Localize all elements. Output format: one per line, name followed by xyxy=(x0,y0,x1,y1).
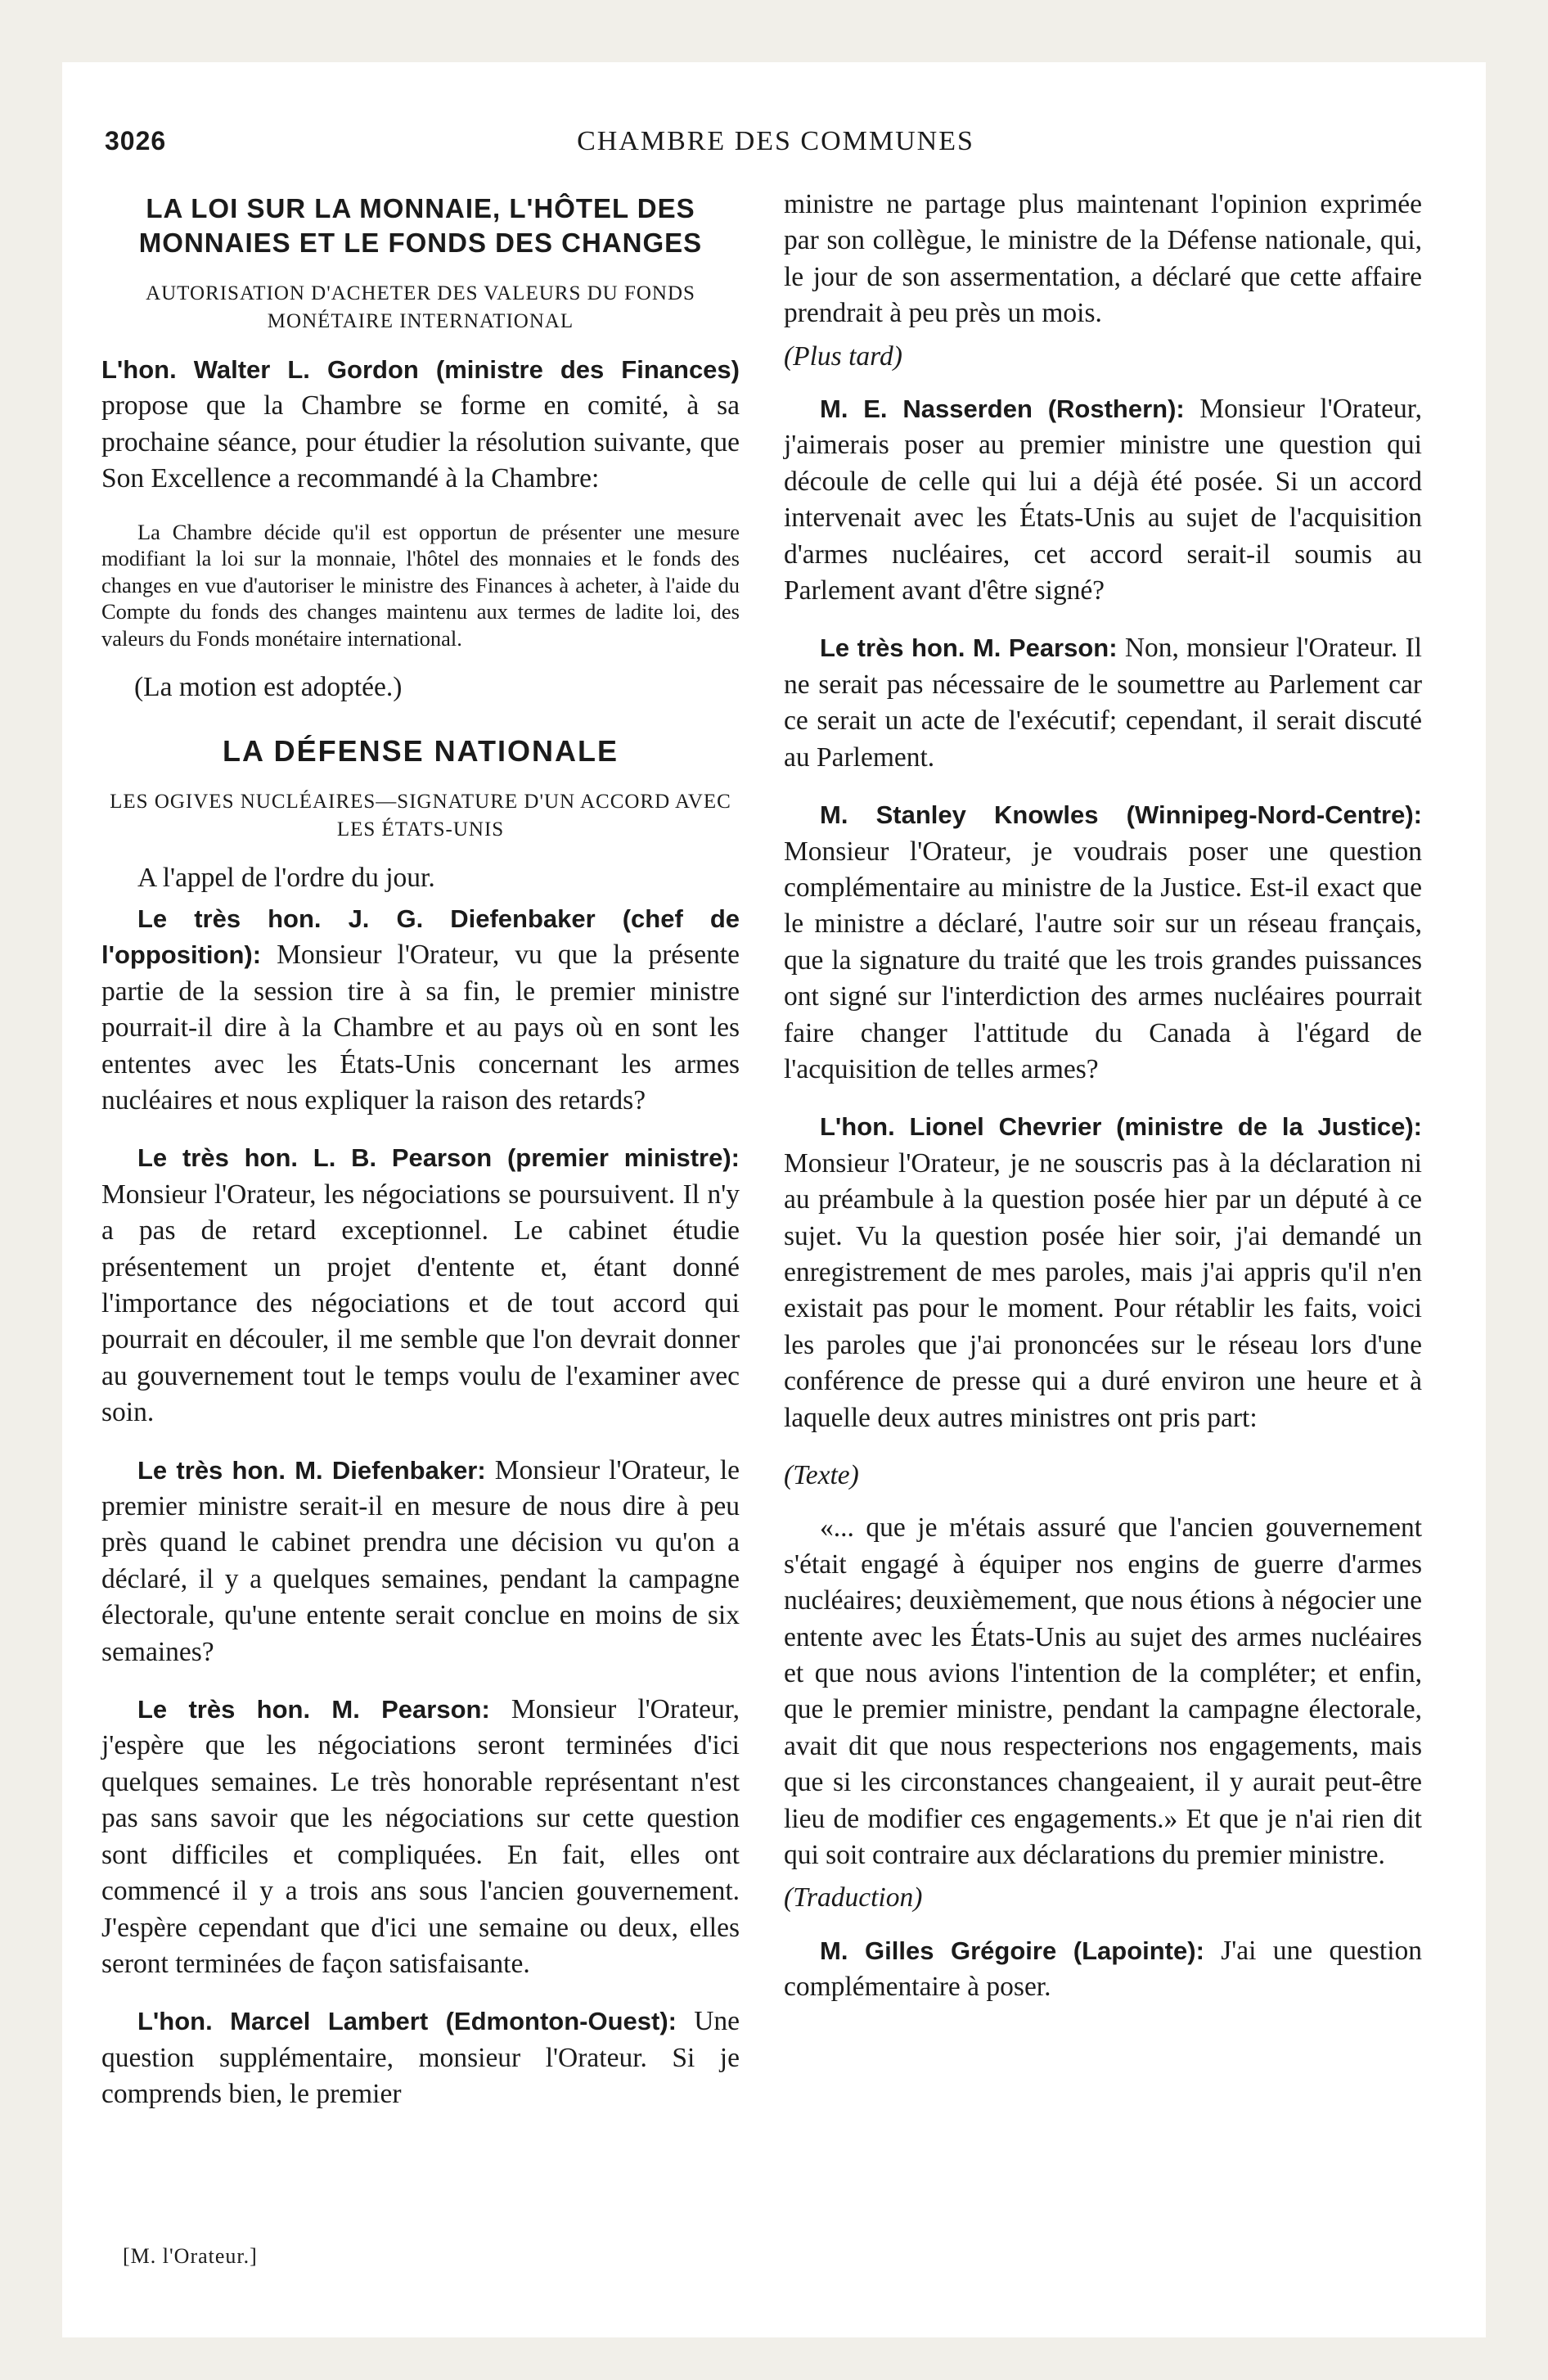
page-title: CHAMBRE DES COMMUNES xyxy=(577,126,974,156)
speech-text: Monsieur l'Orateur, vu que la présente partie de la session tire à sa fin, le premier ministre pourrait-il dire à la Chambre et au pays où en sont les ententes avec les États-Unis concernant les armes nucléaires et nous expliquer la raison des retards? xyxy=(101,940,740,1116)
order-of-day: A l'appel de l'ordre du jour. xyxy=(137,862,435,893)
speech-text: Non, monsieur l'Orateur. Il ne serait pas nécessaire de le soumettre au Parlement car ce serait un acte de l'exécutif; cependant, il serait discuté au Parlement. xyxy=(784,633,1422,773)
speaker-name: M. Stanley Knowles (Winnipeg-Nord-Centre): xyxy=(820,800,1422,830)
speaker-name: Le très hon. J. G. Diefenbaker (chef de l'opposition): xyxy=(101,904,740,970)
quoted-statement: «... que je m'étais assuré que l'ancien gouvernement s'était engagé à équiper nos engins de guerre d'armes nucléaires; deuxièmement, que nous étions à négocier une entente avec les États-Unis au sujet des armes nucléaires et que nous avions l'intention de la compléter; et enfin, que le premier ministre, pendant la campagne électorale, avait dit que nous respecterions nos engagements, mais que si les circonstances changeaient, il y aurait peut-être lieu de modifier ces engagements.» Et que je n'ai rien dit qui soit contraire aux déclarations du premier ministre. xyxy=(784,1512,1422,1871)
speech-lambert-cont: ministre ne partage plus maintenant l'opinion exprimée par son collègue, le ministre de la Défense nationale, qui, le jour de son assermentation, a déclaré que cette affaire prendrait à peu près un mois. xyxy=(784,189,1422,329)
left-column xyxy=(101,187,740,2134)
speaker-name: L'hon. Walter L. Gordon (ministre des Finances) xyxy=(101,355,740,384)
section-title-defense: LA DÉFENSE NATIONALE xyxy=(222,733,619,768)
speaker-name: L'hon. Lionel Chevrier (ministre de la Justice): xyxy=(820,1112,1422,1142)
section-subhead-autorisation: AUTORISATION D'ACHETER DES VALEURS DU FONDS MONÉTAIRE INTERNATIONAL xyxy=(146,282,695,332)
speech-text: Monsieur l'Orateur, j'espère que les négociations seront terminées d'ici quelques semaines. Le très honorable représentant n'est pas sans savoir que les négociations sur cette question sont difficiles et compliquées. En fait, elles ont commencé il y a trois ans sous l'ancien gouvernement. J'espère cependant que d'ici une semaine ou deux, elles seront terminées de façon satisfaisante. xyxy=(101,1694,740,1979)
speaker-name: Le très hon. L. B. Pearson (premier ministre): xyxy=(137,1143,740,1173)
speech-gordon xyxy=(101,352,740,498)
speech-text: Monsieur l'Orateur, je ne souscris pas à la déclaration ni au préambule à la question posée hier par un député à ce sujet. Vu la question posée hier soir, j'ai demandé un enregistrement de mes paroles, mais j'ai appris qu'il n'en existait pas pour le moment. Pour rétablir les faits, voici les paroles que j'ai prononcées sur le réseau lors d'une conférence de presse qui a duré environ une heure et à laquelle deux autres ministres ont pris part: xyxy=(784,1147,1422,1433)
section-title-monnaie: LA LOI SUR LA MONNAIE, L'HÔTEL DES MONNAIES ET LE FONDS DES CHANGES xyxy=(138,193,703,258)
speech-nasserden xyxy=(784,391,1422,609)
running-head xyxy=(105,123,1447,172)
speech-lambert xyxy=(101,2004,740,2112)
speech-pearson-1 xyxy=(101,1140,740,1431)
speech-pearson-2 xyxy=(101,1692,740,1982)
note-plus-tard: (Plus tard) xyxy=(784,340,902,372)
speech-pearson-3 xyxy=(784,630,1422,776)
motion-adopted: (La motion est adoptée.) xyxy=(134,672,403,703)
speech-text: J'ai une question complémentaire à poser. xyxy=(784,1935,1422,2003)
speaker-name: L'hon. Marcel Lambert (Edmonton-Ouest): xyxy=(137,2007,677,2036)
resolution-text: La Chambre décide qu'il est opportun de présenter une mesure modifiant la loi sur la monnaie, l'hôtel des monnaies et le fonds des changes en vue d'autoriser le ministre des Finances à acheter, à l'aide du Compte du fonds des changes maintenu aux termes de ladite loi, des valeurs du Fonds monétaire international. xyxy=(101,519,740,651)
speech-text: Monsieur l'Orateur, je voudrais poser une question complémentaire au ministre de la Justice. Est-il exact que le ministre a déclaré, l'autre soir sur un réseau français, que la signature du traité que les trois grandes puissances ont signé sur l'interdiction des armes nucléaires pourrait faire changer l'attitude du Canada à l'égard de l'acquisition de telles armes? xyxy=(784,836,1422,1084)
page-number: 3026 xyxy=(105,126,167,156)
speech-text: propose que la Chambre se forme en comité, à sa prochaine séance, pour étudier la résolution suivante, que Son Excellence a recommandé à la Chambre: xyxy=(101,390,740,494)
speaker-name: Le très hon. M. Pearson: xyxy=(820,633,1118,663)
speech-gregoire xyxy=(784,1933,1422,2006)
speaker-name: Le très hon. M. Pearson: xyxy=(137,1695,490,1724)
note-traduction: (Traduction) xyxy=(784,1882,923,1913)
speech-text: Monsieur l'Orateur, les négociations se poursuivent. Il n'y a pas de retard exceptionnel. Le cabinet étudie présentement un projet d'entente et, étant donné l'importance des négociations et de tout accord qui pourrait en découler, il me semble que l'on devrait donner au gouvernement tout le temps voulu de l'examiner avec soin. xyxy=(101,1179,740,1428)
speaker-name: M. Gilles Grégoire (Lapointe): xyxy=(820,1936,1204,1965)
speaker-name: M. E. Nasserden (Rosthern): xyxy=(820,394,1185,424)
speech-knowles xyxy=(784,797,1422,1088)
speech-text: Monsieur l'Orateur, le premier ministre serait-il en mesure de nous dire à peu près quand le cabinet prendra une décision vu qu'on a déclaré, il y a quelques semaines, pendant la campagne électorale, qu'une entente serait conclue en moins de six semaines? xyxy=(101,1454,740,1667)
speaker-name: Le très hon. M. Diefenbaker: xyxy=(137,1455,486,1485)
speech-text: Une question supplémentaire, monsieur l'Orateur. Si je comprends bien, le premier xyxy=(101,2006,740,2110)
speech-diefenbaker-1 xyxy=(101,901,740,1119)
speech-chevrier xyxy=(784,1109,1422,1436)
right-column xyxy=(784,187,1422,2027)
speech-diefenbaker-2 xyxy=(101,1453,740,1670)
note-texte: (Texte) xyxy=(784,1460,859,1490)
footer-attribution: [M. l'Orateur.] xyxy=(123,2244,258,2268)
section-subhead-ogives: LES OGIVES NUCLÉAIRES—SIGNATURE D'UN ACCORD AVEC LES ÉTATS-UNIS xyxy=(110,790,731,841)
speech-text: Monsieur l'Orateur, j'aimerais poser au premier ministre une question qui découle de celle qui lui a déjà été posée. Si un accord intervenait avec les États-Unis au sujet de l'acquisition d'armes nucléaires, cet accord serait-il soumis au Parlement avant d'être signé? xyxy=(784,394,1422,606)
